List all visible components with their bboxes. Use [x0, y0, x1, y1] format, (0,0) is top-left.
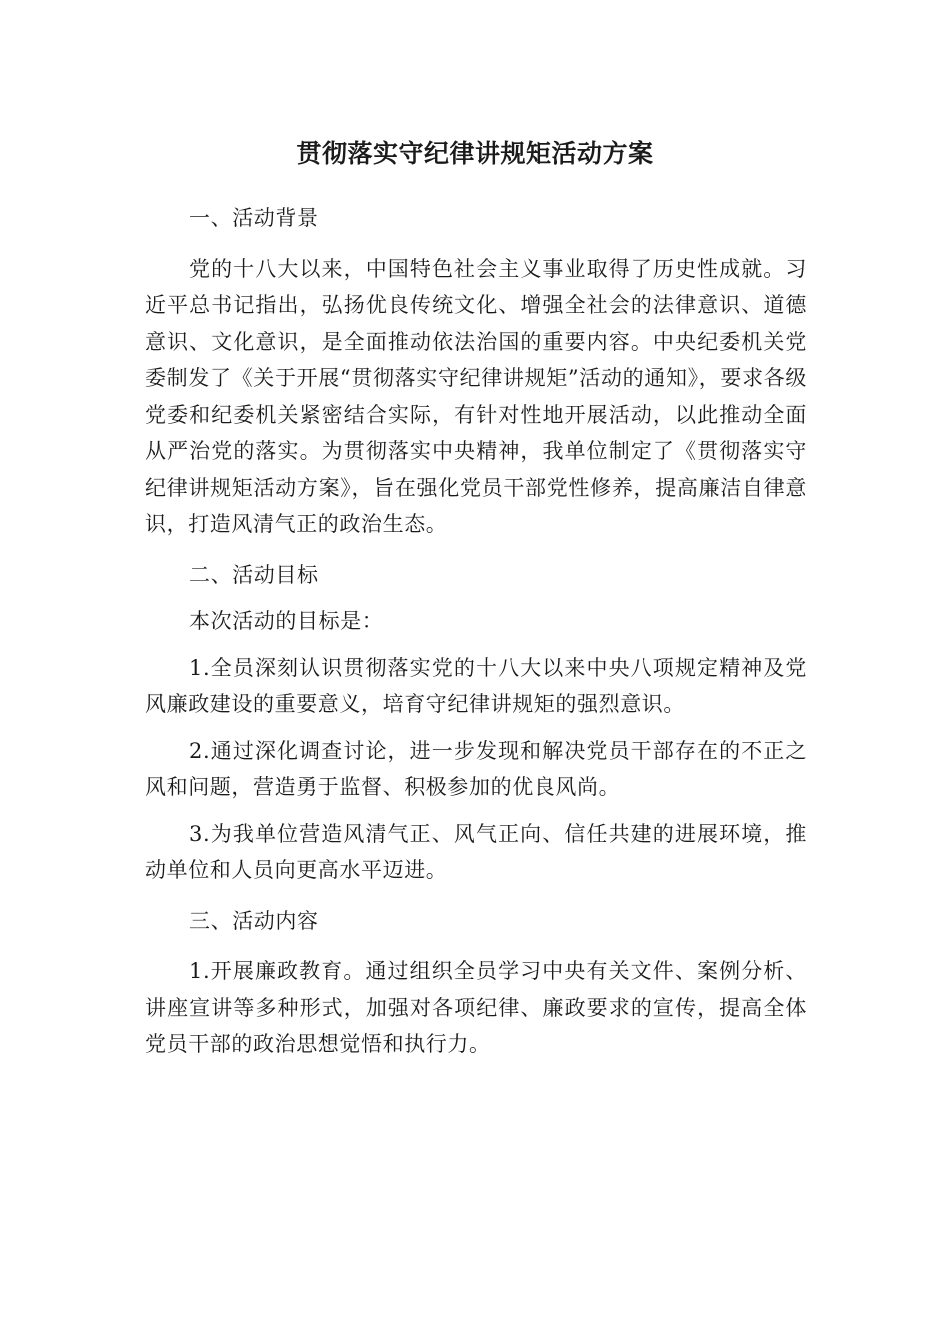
goal-item-1: 1.全员深刻认识贯彻落实党的十八大以来中央八项规定精神及党风廉政建设的重要意义，培育守纪律讲规矩的强烈意识。 — [145, 655, 807, 716]
goal-item-3: 3.为我单位营造风清气正、风气正向、信任共建的进展环境，推动单位和人员向更高水平迈进。 — [145, 821, 807, 882]
section-heading-content: 三、活动内容 — [189, 908, 319, 933]
goals-intro: 本次活动的目标是： — [189, 609, 384, 633]
section-heading-goals: 二、活动目标 — [189, 562, 319, 587]
section-heading-background: 一、活动背景 — [189, 206, 319, 230]
content-item-1: 1.开展廉政教育。通过组织全员学习中央有关文件、案例分析、讲座宣讲等多种形式，加强对各项纪律、廉政要求的宣传，提高全体党员干部的政治思想觉悟和执行力。 — [145, 959, 807, 1056]
document-body — [145, 200, 807, 1063]
goal-item-2: 2.通过深化调查讨论，进一步发现和解决党员干部存在的不正之风和问题，营造勇于监督、积极参加的优良风尚。 — [145, 738, 807, 799]
document-title: 贯彻落实守纪律讲规矩活动方案 — [296, 139, 654, 168]
background-paragraph: 党的十八大以来，中国特色社会主义事业取得了历史性成就。习近平总书记指出，弘扬优良传统文化、增强全社会的法律意识、道德意识、文化意识，是全面推动依法治国的重要内容。中央纪委机关党委制发了《关于开展“贯彻落实守纪律讲规矩”活动的通知》，要求各级党委和纪委机关紧密结合实际，有针对性地开展活动，以此推动全面从严治党的落实。为贯彻落实中央精神，我单位制定了《贯彻落实守纪律讲规矩活动方案》，旨在强化党员干部党性修养，提高廉洁自律意识，打造风清气正的政治生态。 — [145, 256, 807, 536]
